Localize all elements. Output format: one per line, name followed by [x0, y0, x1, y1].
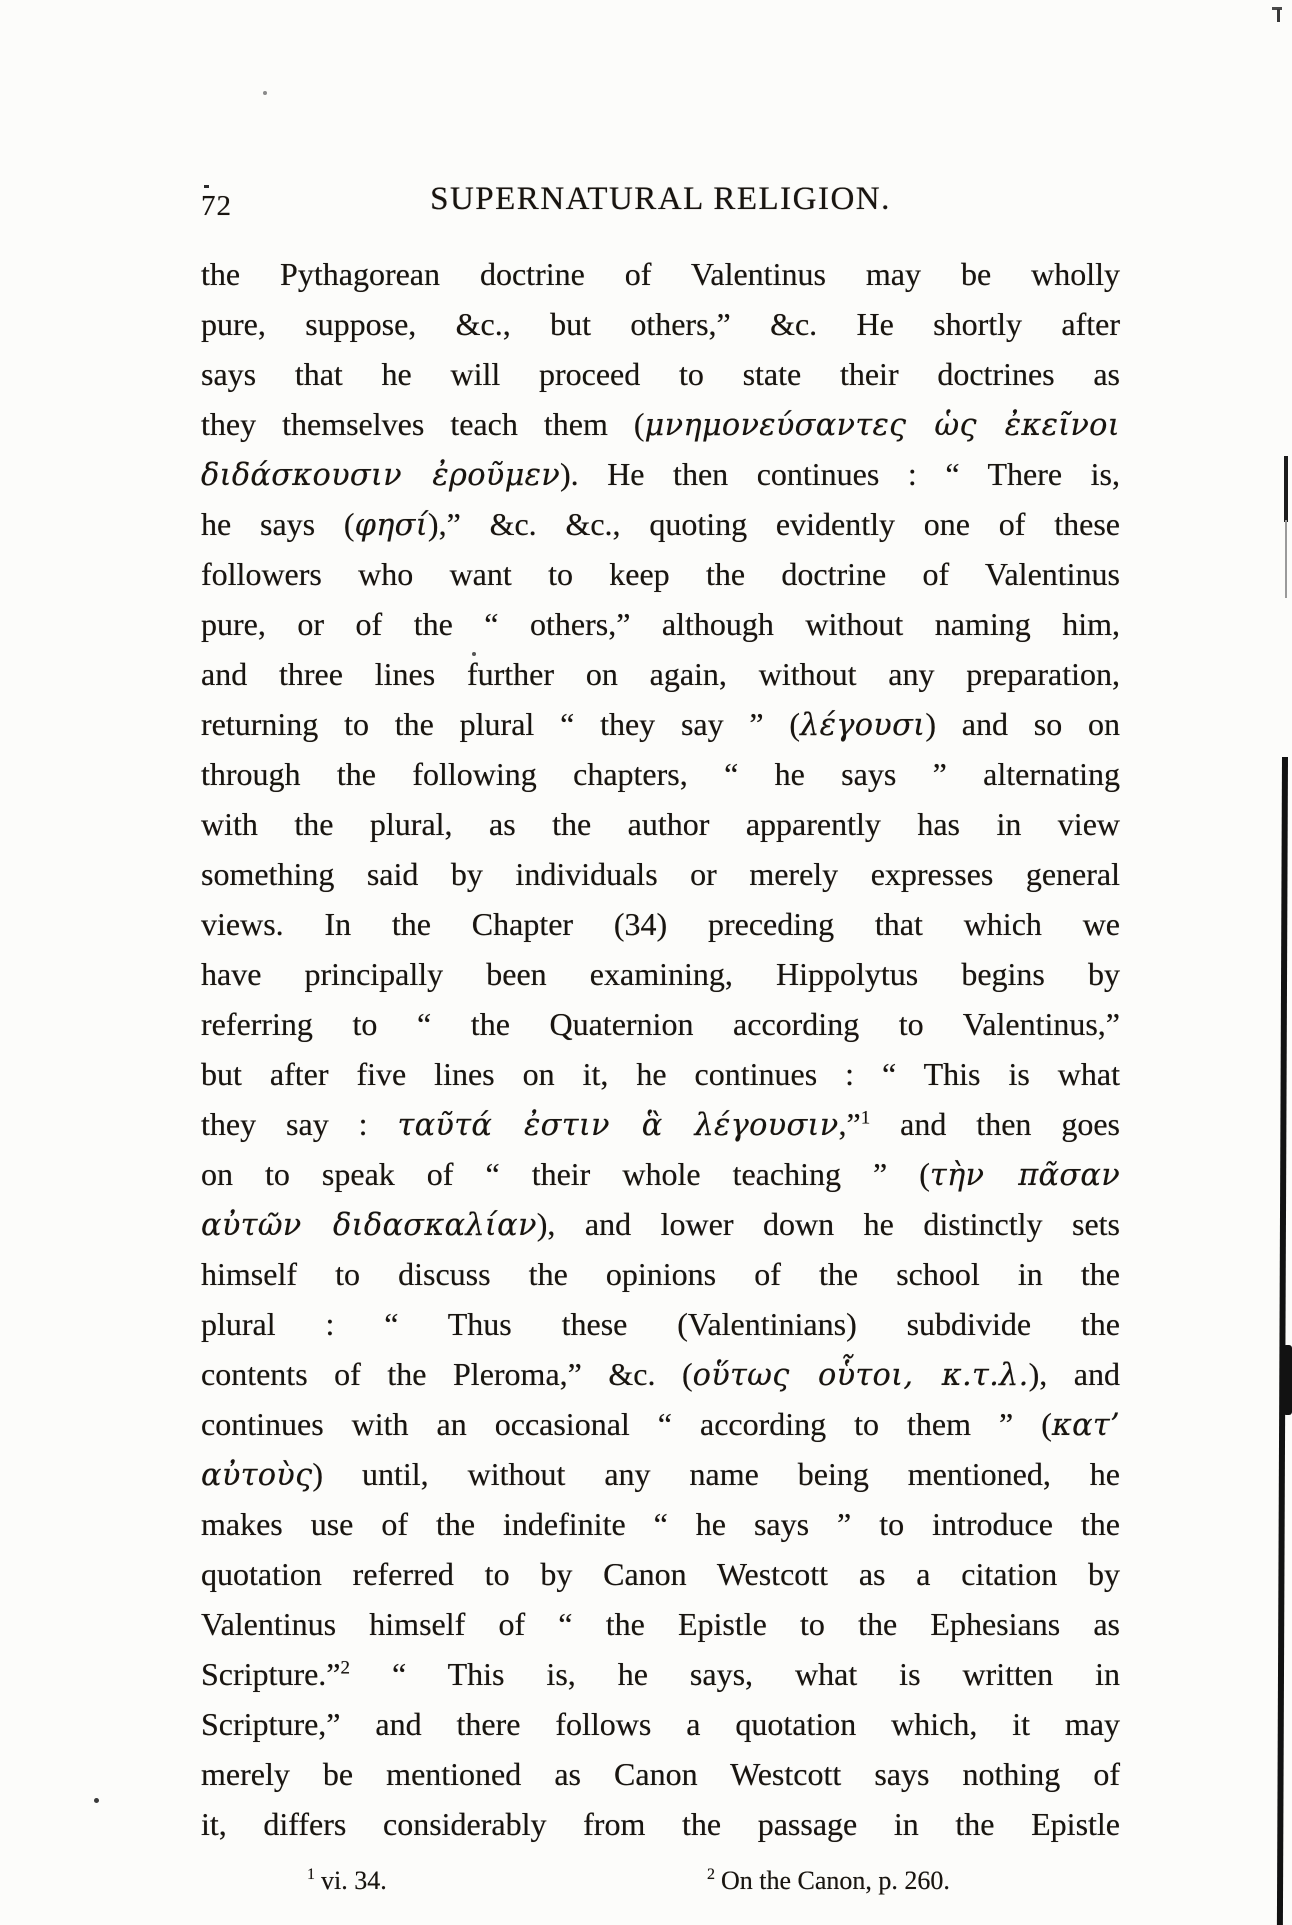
greek-text: οὕτως οὗτοι, κ.τ.λ.	[692, 1358, 1029, 1393]
footnotes	[201, 1866, 1120, 1912]
scan-artifact-edge-line	[1277, 757, 1288, 1925]
greek-text: διδάσκουσιν ἐροῦμεν	[201, 458, 560, 493]
footnote-1-text: vi. 34.	[321, 1866, 387, 1895]
scan-artifact-speck	[94, 1798, 99, 1803]
page-header	[201, 181, 1120, 222]
scan-artifact-speck	[263, 91, 267, 95]
greek-text: τὴν πᾶσαν	[929, 1158, 1120, 1193]
greek-text: μνημονεύσαντες ὡς ἐκεῖνοι	[644, 408, 1120, 443]
text-line: have principally been examining, Hippolytus begins by	[201, 956, 1120, 992]
text-line: Valentinus himself of “ the Epistle to the Ephesians as	[201, 1606, 1120, 1642]
text-line: they themselves teach them (μνημονεύσαντες ὡς ἐκεῖνοι	[201, 406, 1120, 443]
text-line: διδάσκουσιν ἐροῦμεν). He then continues : “ There is,	[201, 456, 1120, 493]
text-line: merely be mentioned as Canon Westcott says nothing of	[201, 1756, 1120, 1792]
text-line: himself to discuss the opinions of the school in the	[201, 1256, 1120, 1292]
text-line: Scripture,” and there follows a quotation which, it may	[201, 1706, 1120, 1742]
greek-text: κατ’	[1051, 1408, 1120, 1443]
text-line: on to speak of “ their whole teaching ” (τὴν πᾶσαν	[201, 1156, 1120, 1193]
text-line: it, differs considerably from the passage in the Epistle	[201, 1806, 1120, 1842]
text-line: the Pythagorean doctrine of Valentinus may be wholly	[201, 256, 1120, 292]
text-line: plural : “ Thus these (Valentinians) subdivide the	[201, 1306, 1120, 1342]
footnote-2	[707, 1866, 950, 1896]
scan-artifact-speck	[204, 185, 209, 188]
footnote-1	[307, 1866, 387, 1896]
running-title: SUPERNATURAL RELIGION.	[430, 181, 891, 217]
footnote-1-marker: 1	[307, 1866, 315, 1884]
text-line: through the following chapters, “ he says ” alternating	[201, 756, 1120, 792]
text-block	[201, 249, 1120, 1849]
text-line: continues with an occasional “ according to them ” (κατ’	[201, 1406, 1120, 1443]
footnote-reference: 1	[860, 1107, 871, 1129]
text-line: contents of the Pleroma,” &c. (οὕτως οὗτοι, κ.τ.λ.), and	[201, 1356, 1121, 1393]
page-number: 72	[201, 190, 232, 222]
text-line: views. In the Chapter (34) preceding that which we	[201, 906, 1120, 942]
text-line: pure, or of the “ others,” although without naming him,	[201, 606, 1120, 642]
greek-text: αὐτῶν διδασκαλίαν	[201, 1208, 537, 1243]
text-line: he says (φησί),” &c. &c., quoting evidently one of these	[201, 506, 1121, 543]
scan-artifact-edge-line	[1283, 1345, 1292, 1415]
text-line: returning to the plural “ they say ” (λέγουσι) and so on	[201, 706, 1121, 743]
text-line: pure, suppose, &c., but others,” &c. He shortly after	[201, 306, 1120, 342]
text-line: something said by individuals or merely expresses general	[201, 856, 1120, 892]
text-line: they say : ταῦτά ἐστιν ἃ λέγουσιν,”$^1$ and then goes	[201, 1106, 1121, 1143]
scan-artifact-corner-tick	[1277, 9, 1280, 22]
scan-artifact-speck	[472, 652, 476, 656]
text-line: referring to “ the Quaternion according to Valentinus,”	[201, 1006, 1120, 1042]
text-line: followers who want to keep the doctrine of Valentinus	[201, 556, 1120, 592]
greek-text: φησί	[354, 508, 428, 543]
text-line: quotation referred to by Canon Westcott as a citation by	[201, 1556, 1120, 1592]
text-line: says that he will proceed to state their doctrines as	[201, 356, 1120, 392]
text-line: Scripture.”$^2$ “ This is, he says, what is written in	[201, 1656, 1120, 1692]
footnote-2-marker: 2	[707, 1866, 715, 1884]
scan-artifact-edge-line	[1284, 456, 1288, 522]
text-line: with the plural, as the author apparently has in view	[201, 806, 1120, 842]
scan-artifact-edge-line	[1285, 520, 1287, 598]
footnote-2-text: On the Canon, p. 260.	[721, 1866, 950, 1895]
greek-text: ταῦτά ἐστιν ἃ λέγουσιν	[397, 1108, 839, 1143]
text-line: makes use of the indefinite “ he says ” to introduce the	[201, 1506, 1120, 1542]
greek-text: αὐτοὺς	[201, 1458, 313, 1493]
text-line: and three lines further on again, without any preparation,	[201, 656, 1120, 692]
text-line: αὐτῶν διδασκαλίαν), and lower down he distinctly sets	[201, 1206, 1120, 1243]
footnote-reference: 2	[340, 1657, 350, 1679]
text-line: αὐτοὺς) until, without any name being mentioned, he	[201, 1456, 1120, 1493]
text-line: but after five lines on it, he continues : “ This is what	[201, 1056, 1120, 1092]
greek-text: λέγουσι	[800, 708, 926, 743]
